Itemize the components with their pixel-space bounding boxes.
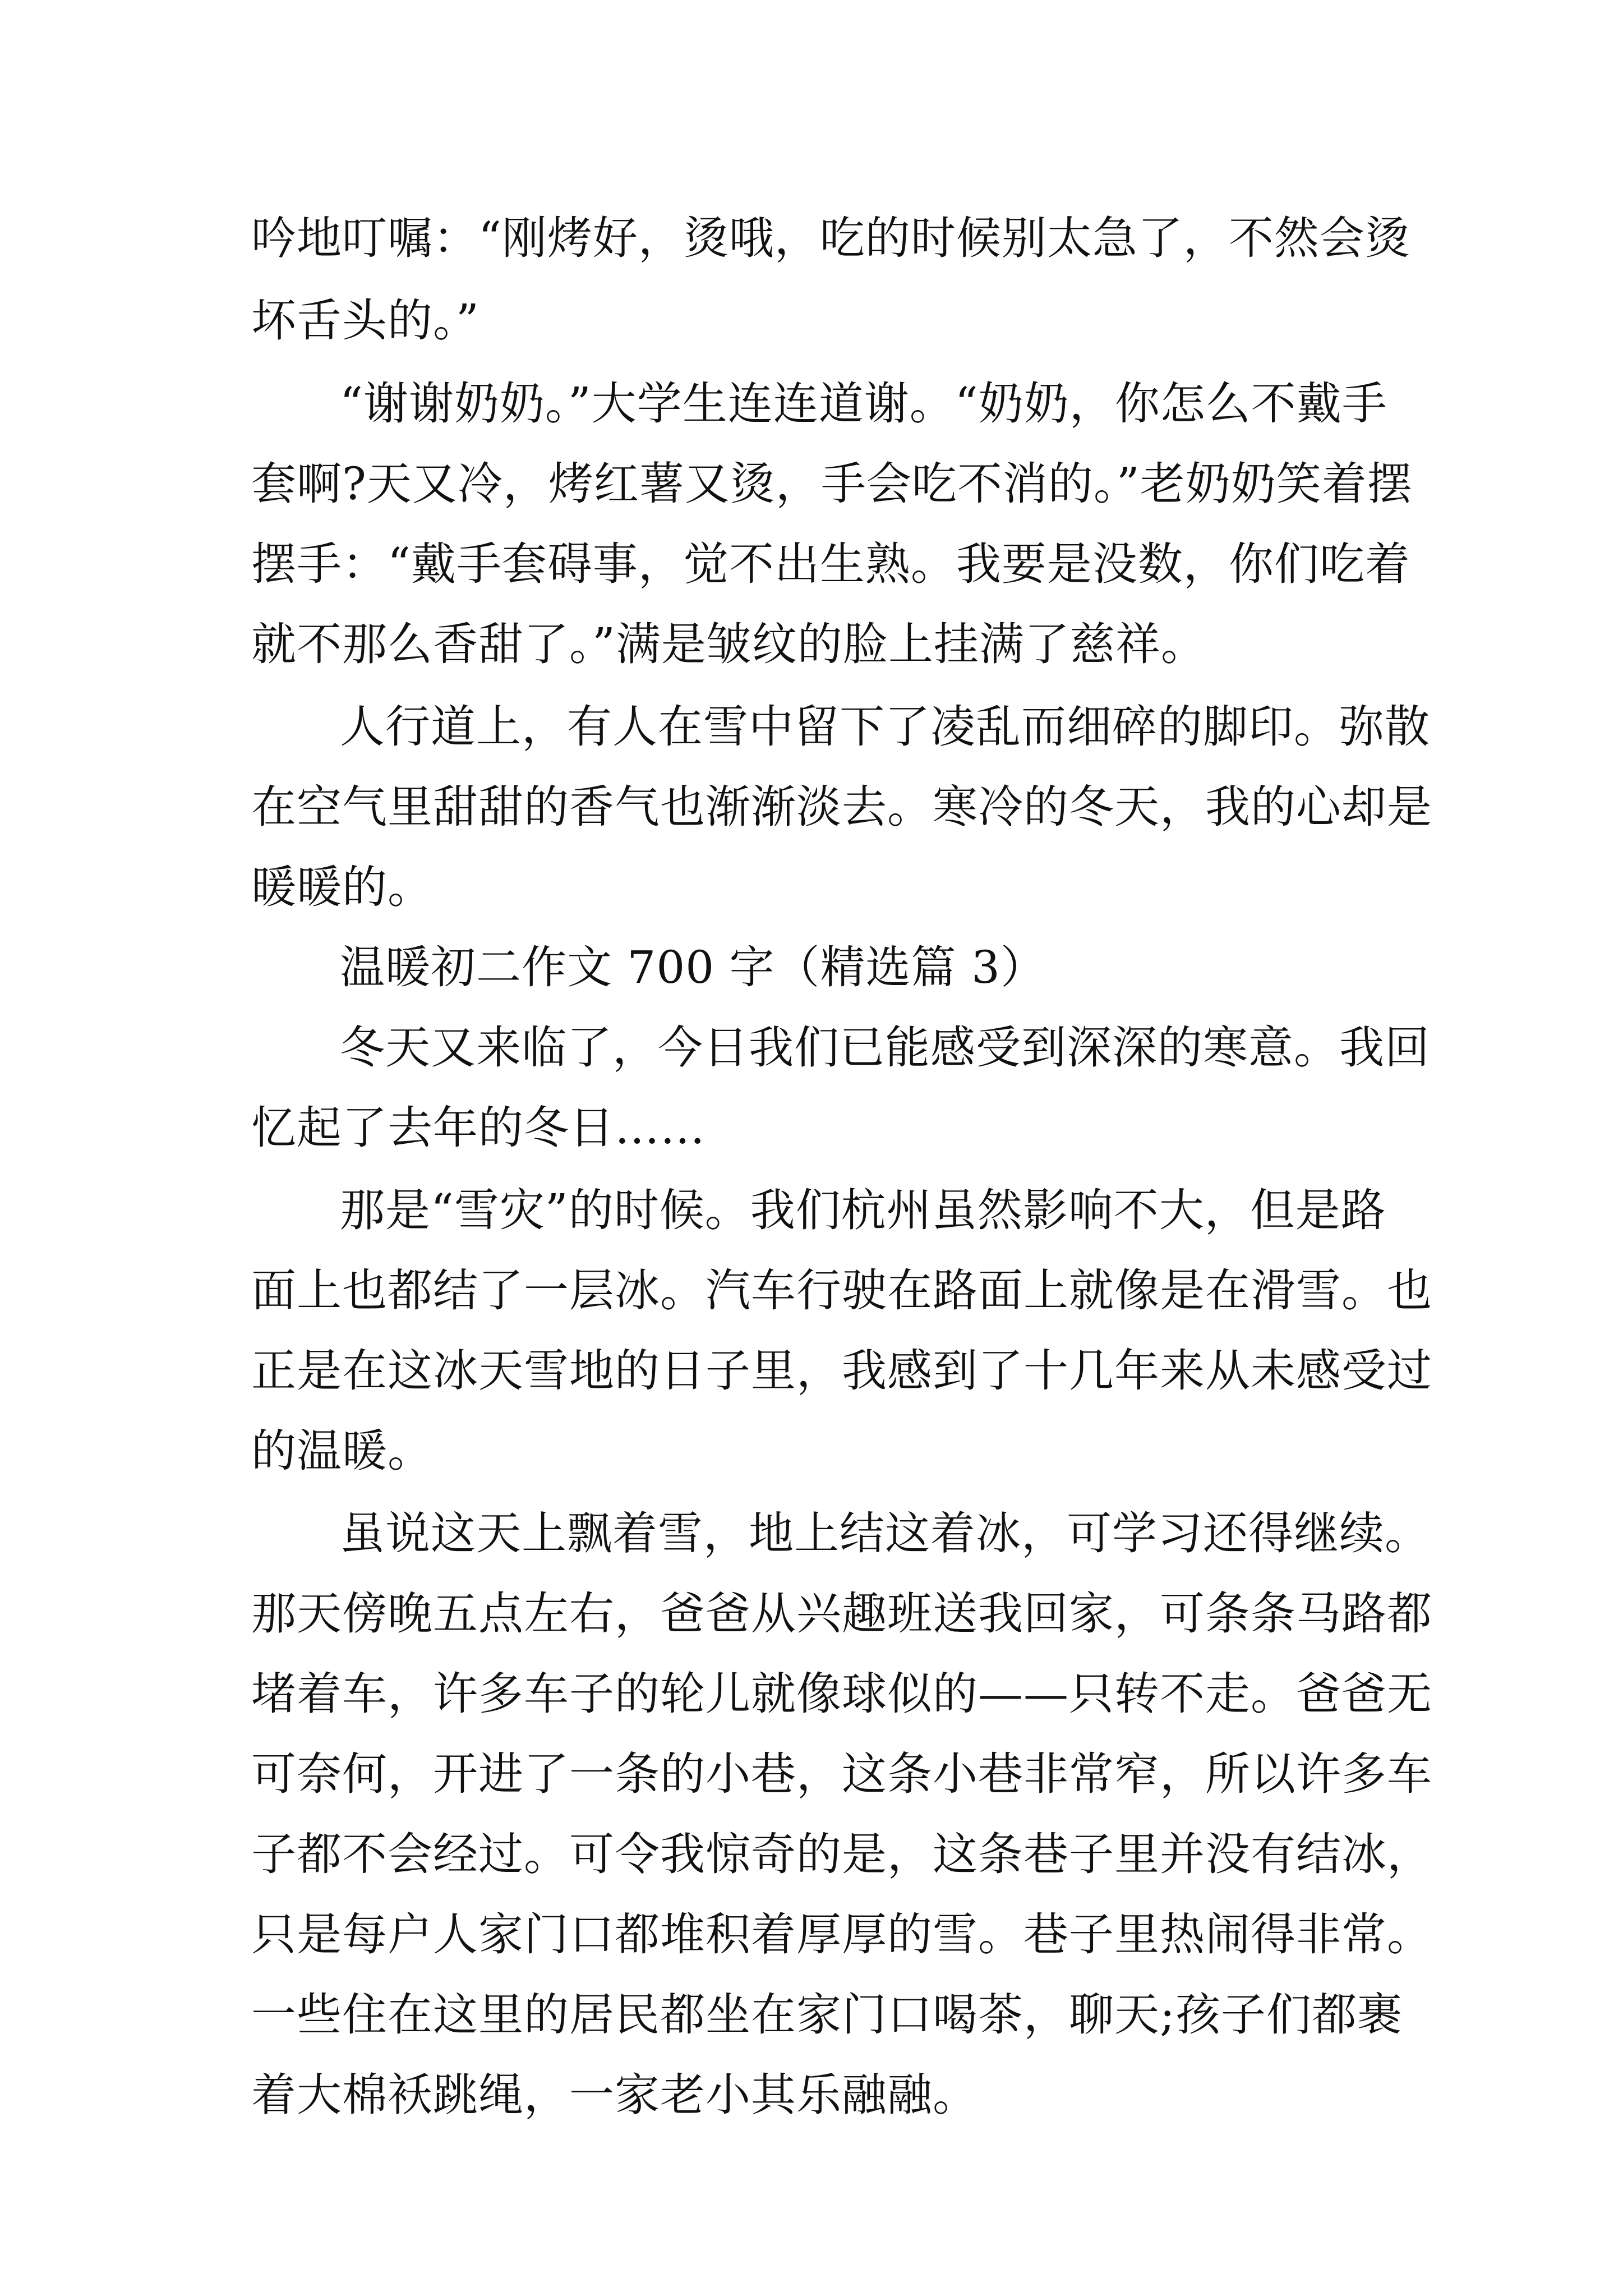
text-line: 忆起了去年的冬日…… — [251, 1102, 706, 1154]
text-line: 虽说这天上飘着雪，地上结这着冰，可学习还得继续。 — [340, 1507, 1430, 1559]
text-line: 摆手：“戴手套碍事，觉不出生熟。我要是没数，你们吃着 — [251, 538, 1410, 590]
text-line: 一些住在这里的居民都坐在家门口喝茶，聊天;孩子们都裹 — [251, 1989, 1403, 2041]
text-line: 套啊?天又冷，烤红薯又烫，手会吃不消的。”老奶奶笑着摆 — [251, 458, 1413, 510]
text-line: 那天傍晚五点左右，爸爸从兴趣班送我回家，可条条马路都 — [251, 1588, 1432, 1640]
text-line: 可奈何，开进了一条的小巷，这条小巷非常窄，所以许多车 — [251, 1748, 1432, 1800]
text-line: 在空气里甜甜的香气也渐渐淡去。寒冷的冬天，我的心却是 — [251, 781, 1432, 833]
text-line: 堵着车，许多车子的轮儿就像球似的——只转不走。爸爸无 — [251, 1668, 1432, 1720]
text-line: 着大棉袄跳绳，一家老小其乐融融。 — [251, 2069, 978, 2121]
text-line: 子都不会经过。可令我惊奇的是，这条巷子里并没有结冰， — [251, 1828, 1432, 1880]
text-line: “谢谢奶奶。”大学生连连道谢。“奶奶，你怎么不戴手 — [340, 378, 1387, 430]
text-line: 暖暖的。 — [251, 861, 433, 913]
text-line: 人行道上，有人在雪中留下了凌乱而细碎的脚印。弥散 — [340, 701, 1430, 753]
text-line: 的温暖。 — [251, 1425, 433, 1477]
text-line: 只是每户人家门口都堆积着厚厚的雪。巷子里热闹得非常。 — [251, 1908, 1432, 1961]
text-line: 正是在这冰天雪地的日子里，我感到了十几年来从未感受过 — [251, 1345, 1432, 1397]
section-heading: 温暖初二作文 700 字（精选篇 3） — [340, 941, 1046, 993]
text-line: 吟地叮嘱：“刚烤好，烫哦，吃的时候别太急了，不然会烫 — [251, 212, 1410, 264]
text-line: 那是“雪灾”的时候。我们杭州虽然影响不大，但是路 — [340, 1184, 1386, 1236]
text-line: 面上也都结了一层冰。汽车行驶在路面上就像是在滑雪。也 — [251, 1264, 1432, 1317]
text-line: 坏舌头的。” — [251, 295, 479, 347]
text-line: 就不那么香甜了。”满是皱纹的脸上挂满了慈祥。 — [251, 618, 1206, 670]
text-line: 冬天又来临了，今日我们已能感受到深深的寒意。我回 — [340, 1022, 1430, 1074]
